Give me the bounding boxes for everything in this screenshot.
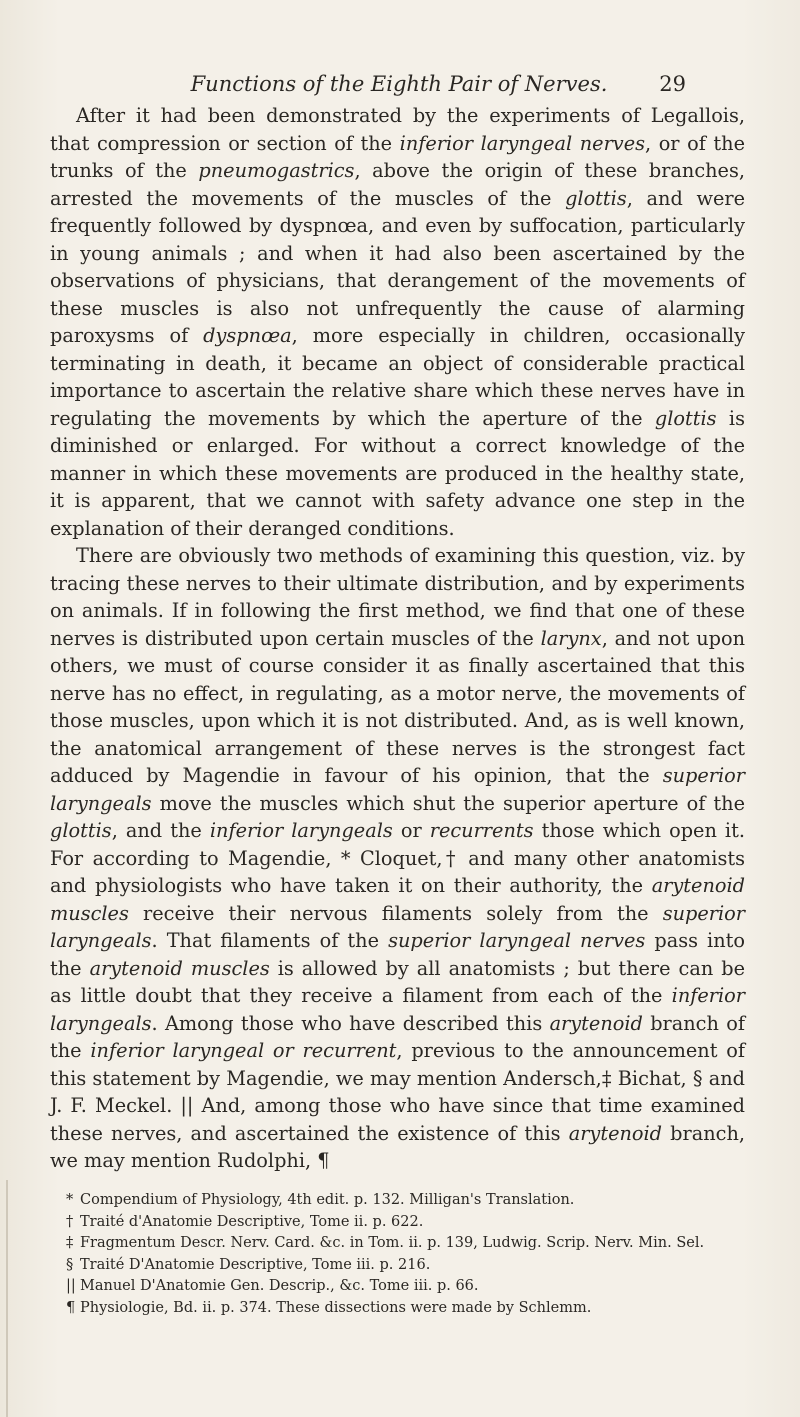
footnote-text: Compendium of Physiology, 4th edit. p. 132. Milligan's Translation. — [80, 1192, 575, 1208]
paragraph-2 — [50, 542, 745, 1175]
italic-term: glottis — [565, 186, 627, 210]
footnote-mark: † — [66, 1213, 74, 1230]
footnote — [50, 1212, 745, 1234]
footnote — [50, 1276, 745, 1298]
text-run: or — [392, 819, 430, 842]
text-run: branch of the — [50, 1011, 745, 1062]
running-title: Functions of the Eighth Pair of Nerves. — [190, 72, 608, 96]
paragraph-1 — [50, 102, 745, 542]
footnote-mark: § — [66, 1256, 74, 1273]
footnote — [50, 1190, 745, 1212]
running-header — [112, 72, 686, 104]
text-run: receive their nervous filaments solely from the — [128, 901, 663, 925]
text-run: , previous to the announcement of this statement by Magendie, we may mention Andersch,‡ Bichat, § and J. F. Meckel. || And, among those who have since that time examined these nerves, and ascertained the existence of this — [50, 1039, 745, 1145]
italic-term: inferior laryngeal or recurrent — [90, 1039, 397, 1062]
text-run: , and were frequently followed by dyspnœa, and even by suffocation, particularly in young animals ; and when it had also been ascertained by the observations of physicians, that derangement of the movements of these muscles is also not unfrequently the cause of alarming paroxysms of — [50, 186, 745, 347]
footnote — [50, 1298, 745, 1320]
body-text — [50, 102, 745, 1175]
footnote-text: Traité D'Anatomie Descriptive, Tome iii. p. 216. — [80, 1256, 431, 1273]
text-run: . That filaments of the — [151, 929, 389, 952]
text-run: is allowed by all anatomists ; but there can be as little doubt that they receive a filament from each of the — [50, 956, 745, 1007]
italic-term: superior laryngeals — [50, 901, 745, 952]
footnote-text: Physiologie, Bd. ii. p. 374. These dissections were made by Schlemm. — [80, 1299, 592, 1316]
footnote-text: Manuel D'Anatomie Gen. Descrip., &c. Tome iii. p. 66. — [80, 1278, 479, 1294]
italic-term: inferior laryngeals — [50, 984, 745, 1035]
text-run: is diminished or enlarged. For without a correct knowledge of the manner in which these movements are produced in the healthy state, it is apparent, that we cannot with safety advance one step in the explanation of their deranged conditions. — [50, 406, 745, 540]
footnote — [50, 1255, 745, 1277]
italic-term: arytenoid — [568, 1121, 663, 1145]
footnote-mark: ¶ — [66, 1299, 76, 1316]
text-run: branch, we may mention Rudolphi, ¶ — [50, 1121, 745, 1172]
text-run: pass into the — [50, 929, 746, 980]
page-edge-shadow — [6, 1180, 8, 1417]
italic-term: recurrents — [429, 819, 534, 842]
footnote-mark: ‡ — [66, 1235, 74, 1251]
italic-term: superior laryngeal nerves — [388, 929, 646, 952]
footnote-mark: || — [66, 1278, 76, 1294]
italic-term: larynx — [540, 626, 602, 650]
text-run: , more especially in children, occasionally terminating in death, it became an object of considerable practical importance to ascertain the relative share which these nerves have in regulating the movements by which the aperture of the — [50, 324, 745, 430]
page-number: 29 — [659, 72, 686, 96]
footnote-text: Traité d'Anatomie Descriptive, Tome ii. p. 622. — [80, 1213, 424, 1230]
footnote-text: Fragmentum Descr. Nerv. Card. &c. in Tom. ii. p. 139, Ludwig. Scrip. Nerv. Min. Sel. — [80, 1235, 705, 1251]
italic-term: arytenoid muscles — [50, 874, 745, 925]
italic-term: pneumogastrics — [198, 159, 355, 182]
text-run: move the muscles which shut the superior aperture of the — [151, 791, 745, 815]
text-run: . Among those who have described this — [151, 1011, 550, 1035]
italic-term: arytenoid muscles — [89, 956, 270, 980]
text-run: , above the origin of these branches, arrested the movements of the muscles of the — [50, 159, 745, 210]
italic-term: glottis — [654, 406, 717, 430]
footnote-mark: * — [66, 1192, 74, 1208]
italic-term: superior laryngeals — [50, 764, 745, 815]
italic-term: inferior laryngeals — [209, 819, 393, 842]
text-run: those which open it. For according to Magendie, * Cloquet,† and many other anatomists and physiologists who have taken it on their authority, the — [50, 819, 745, 897]
italic-term: arytenoid — [549, 1011, 643, 1035]
italic-term: inferior laryngeal nerves — [399, 131, 645, 155]
footnotes — [50, 1190, 745, 1319]
italic-term: dyspnœa — [203, 324, 292, 347]
text-run: , or of the trunks of the — [50, 131, 745, 182]
text-run: , and not upon others, we must of course consider it as finally ascertained that this nerve has no effect, in regulating, as a motor nerve, the movements of those muscles, upon which it is not distributed. And, as is well known, the anatomical arrangement of these nerves is the strongest fact adduced by Magendie in favour of his opinion, that the — [50, 626, 745, 787]
text-run: , and the — [111, 819, 210, 842]
footnote — [50, 1233, 745, 1255]
text-run: After it had been demonstrated by the experiments of Legallois, that compression or section of the — [50, 104, 745, 155]
text-run: There are obviously two methods of examining this question, viz. by tracing these nerves to their ultimate distribution, and by experiments on animals. If in following the first method, we find that one of these nerves is distributed upon certain muscles of the — [50, 544, 745, 650]
italic-term: glottis — [50, 819, 112, 842]
